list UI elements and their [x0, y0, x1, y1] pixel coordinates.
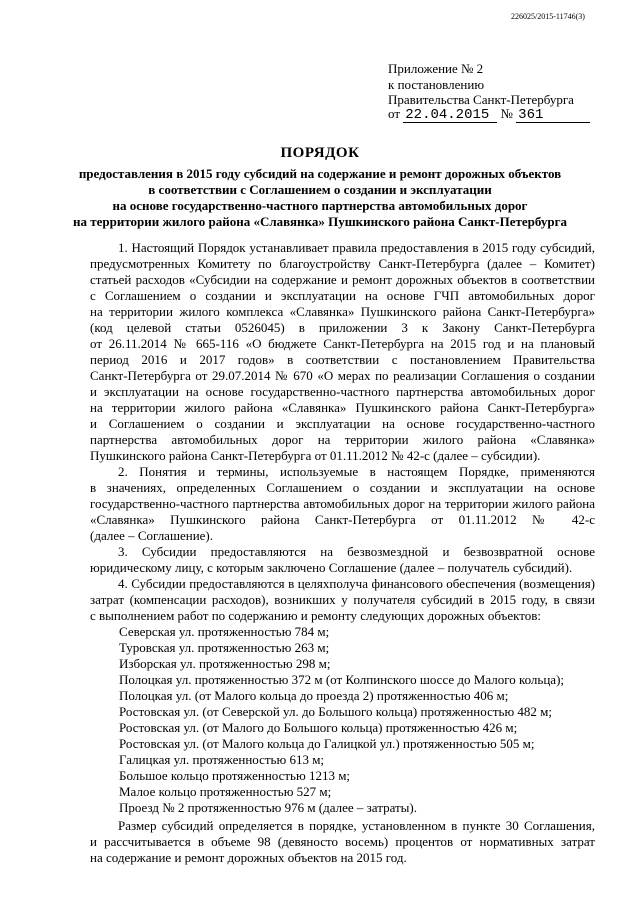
document-title: ПОРЯДОК [280, 145, 360, 161]
road-list-item: Полоцкая ул. (от Малого кольца до проезда 2) протяженностью 406 м; [119, 688, 509, 703]
road-list-item: Большое кольцо протяженностью 1213 м; [119, 768, 351, 783]
appendix-line-2: к постановлению [388, 77, 485, 92]
paragraph-1-line: с Соглашением о создании и эксплуатации на основе ГЧП автомобильных дорог [90, 288, 595, 303]
road-list-item: Проезд № 2 протяженностью 976 м (далее – затраты). [119, 800, 417, 815]
road-list-item: Малое кольцо протяженностью 527 м; [119, 784, 332, 799]
paragraph-5-line: и рассчитывается в объеме 98 (девяносто восемь) процентов от нормативных затрат [90, 834, 595, 849]
road-list-item: Ростовская ул. (от Северской ул. до Большого кольца) протяженностью 482 м; [119, 704, 553, 719]
paragraph-2-line: 2. Понятия и термины, используемые в настоящем Порядке, применяются [118, 464, 595, 479]
road-list-item: Полоцкая ул. протяженностью 372 м (от Колпинского шоссе до Малого кольца); [119, 672, 565, 687]
paragraph-1-line: и Соглашением о создании и эксплуатации на основе государственно-частного [90, 416, 595, 431]
paragraph-4-line: с выполнением работ по содержанию и ремонту следующих дорожных объектов: [90, 608, 542, 623]
subtitle-line: предоставления в 2015 году субсидий на содержание и ремонт дорожных объектов [78, 166, 562, 181]
paragraph-1-line: на территории жилого района «Славянка» Пушкинского района Санкт-Петербурга» [90, 400, 595, 415]
paragraph-1-line: партнерства автомобильных дорог на территории жилого района «Славянка» [90, 432, 595, 447]
subtitle-line: на основе государственно-частного партнерства автомобильных дорог [112, 198, 528, 213]
paragraph-3-line: 3. Субсидии предоставляются на безвозмездной и безвозвратной основе [118, 544, 595, 559]
appendix-number: 361 [516, 109, 590, 123]
appendix-date-prefix: от [388, 106, 401, 121]
paragraph-1-line: период 2016 и 2017 годов» в соответствии с постановлением Правительства [90, 352, 595, 367]
appendix-date-line [388, 106, 590, 123]
road-list-item: Ростовская ул. (от Малого кольца до Галицкой ул.) протяженностью 505 м; [119, 736, 535, 751]
paragraph-2-line: (далее – Соглашение). [90, 528, 213, 543]
road-list-item: Туровская ул. протяженностью 263 м; [119, 640, 330, 655]
paragraph-4-line: затрат (компенсации расходов), возникших у получателя субсидий в 2015 году, в связи [90, 592, 595, 607]
paragraph-1-line: от 26.11.2014 № 665-116 «О бюджете Санкт-Петербурга на 2015 год и на плановый [90, 336, 595, 351]
paragraph-1-line: предусмотренных Комитету по благоустройству Санкт-Петербурга (далее – Комитет) [90, 256, 595, 271]
subtitle-line: на территории жилого района «Славянка» Пушкинского района Санкт-Петербурга [72, 214, 568, 229]
road-list-item: Изборская ул. протяженностью 298 м; [119, 656, 331, 671]
paragraph-3-line: юридическому лицу, с которым заключено Соглашение (далее – получатель субсидий). [90, 560, 573, 575]
paragraph-1-line: статьей расходов «Субсидии на содержание и ремонт дорожных объектов в соответствии [90, 272, 595, 287]
appendix-number-sign: № [500, 106, 513, 121]
subtitle-line: в соответствии с Соглашением о создании и эксплуатации [148, 182, 492, 197]
paragraph-2-line: государственно-частного партнерства автомобильных дорог на территории жилого района [90, 496, 595, 511]
road-list-item: Галицкая ул. протяженностью 613 м; [119, 752, 325, 767]
paragraph-4-line: 4. Субсидии предоставляются в целяхполуча финансового обеспечения (возмещения) [118, 576, 595, 591]
appendix-line-1: Приложение № 2 [388, 61, 484, 76]
document-id: 226025/2015-11746(3) [511, 12, 585, 21]
paragraph-1-line: на территории жилого комплекса «Славянка» Пушкинского района Санкт-Петербурга» [90, 304, 595, 319]
road-list-item: Северская ул. протяженностью 784 м; [119, 624, 330, 639]
paragraph-5-line: Размер субсидий определяется в порядке, установленном в пункте 30 Соглашения, [118, 818, 595, 833]
paragraph-2-line: в значениях, определенных Соглашением о создании и эксплуатации на основе [90, 480, 595, 495]
paragraph-5-line: на содержание и ремонт дорожных объектов на 2015 год. [90, 850, 407, 865]
appendix-date: 22.04.2015 [403, 109, 497, 123]
appendix-line-3: Правительства Санкт-Петербурга [388, 92, 574, 107]
paragraph-1-line: (код целевой статьи 0526045) в приложении 3 к Закону Санкт-Петербурга [90, 320, 595, 335]
paragraph-1-line: Санкт-Петербурга от 29.07.2014 № 670 «О мерах по реализации Соглашения о создании [90, 368, 595, 383]
paragraph-1-line: и эксплуатации на основе государственно-частного партнерства автомобильных дорог [90, 384, 595, 399]
paragraph-2-line: «Славянка» Пушкинского района Санкт-Петербурга от 01.11.2012 № 42-с [90, 512, 595, 527]
paragraph-1-line: 1. Настоящий Порядок устанавливает правила предоставления в 2015 году субсидий, [118, 240, 595, 255]
road-list-item: Ростовская ул. (от Малого до Большого кольца) протяженностью 426 м; [119, 720, 518, 735]
paragraph-1-line: Пушкинского района Санкт-Петербурга от 01.11.2012 № 42-с (далее – субсидии). [90, 448, 541, 463]
